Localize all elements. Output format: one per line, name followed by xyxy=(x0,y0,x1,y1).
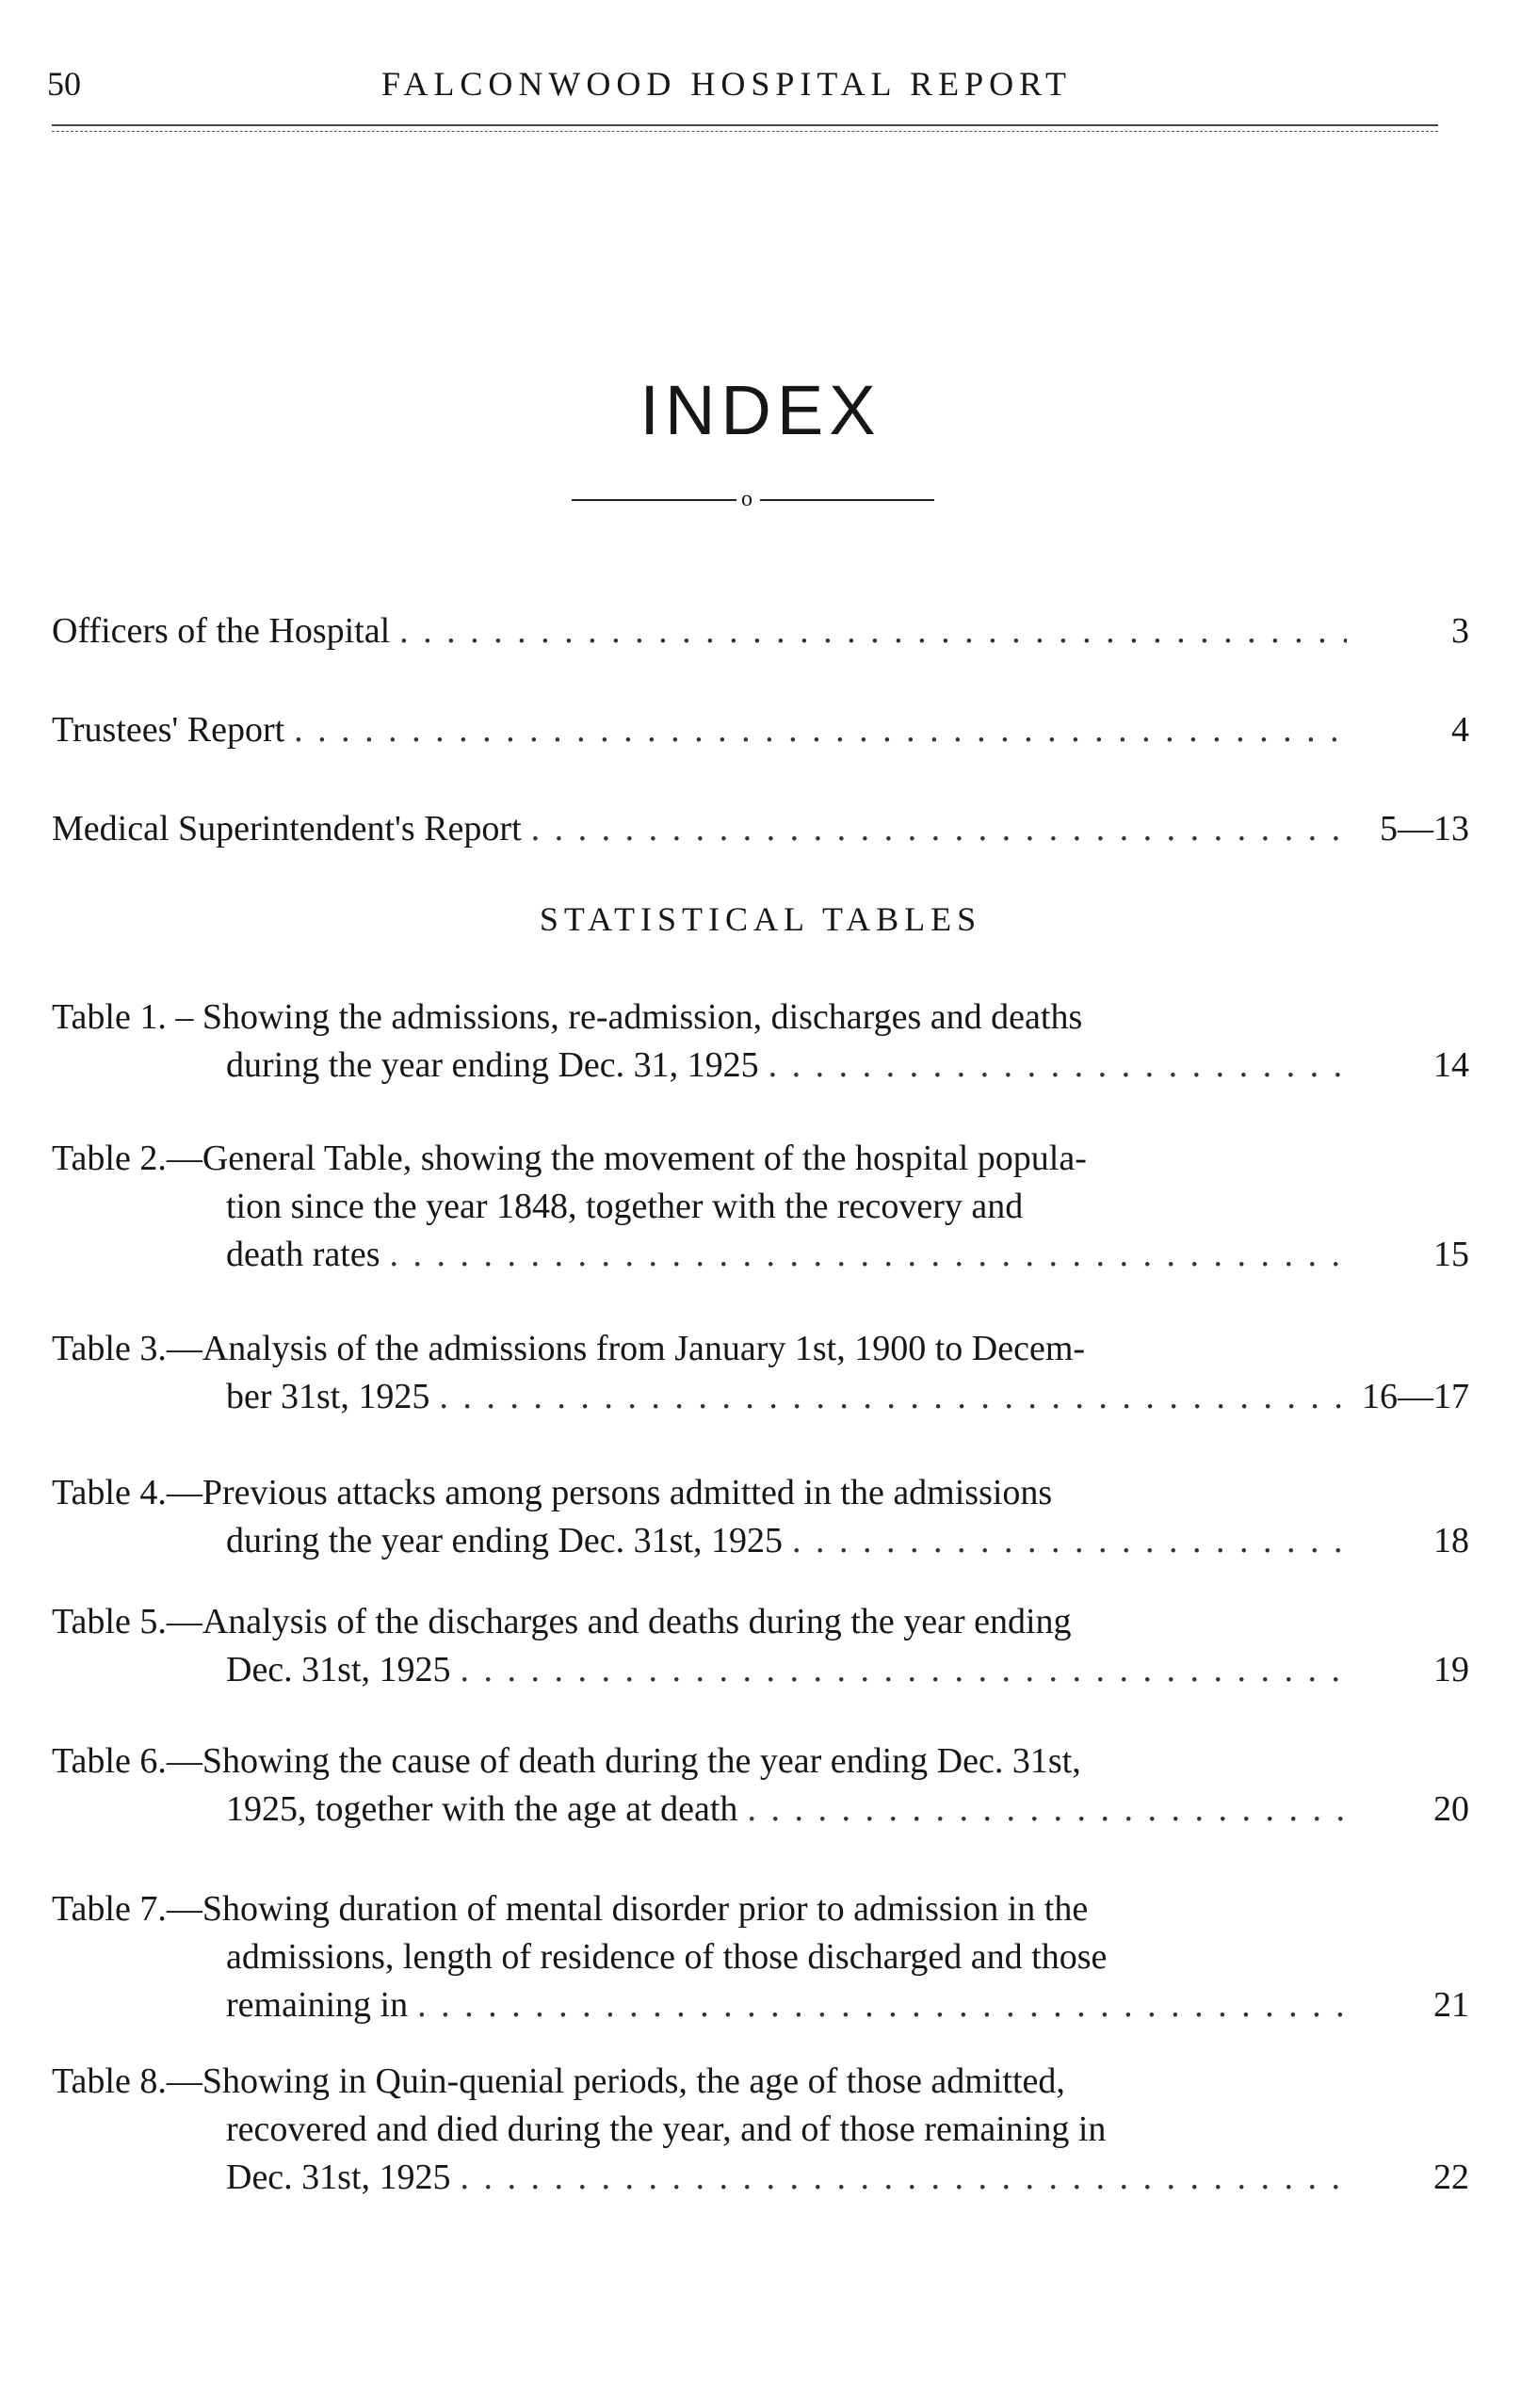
index-entry-table-7 xyxy=(52,1885,1469,2029)
entry-line: Table 2.—General Table, showing the movement of the hospital popula- xyxy=(52,1139,1087,1178)
dot-leader xyxy=(439,1373,1347,1421)
entry-page: 3 xyxy=(1451,611,1469,651)
entry-line: Table 6.—Showing the cause of death during the year ending Dec. 31st, xyxy=(52,1741,1081,1781)
header-rule xyxy=(52,124,1438,126)
index-entry-officers xyxy=(52,607,1469,655)
index-entry-medical-superintendent xyxy=(52,805,1469,852)
ornament-circle: o xyxy=(741,487,752,511)
entry-line: remaining in xyxy=(226,1985,409,2025)
running-title: FALCONWOOD HOSPITAL REPORT xyxy=(381,65,1072,103)
title-ornament xyxy=(572,485,934,513)
dot-leader xyxy=(792,1517,1347,1565)
entry-page: 18 xyxy=(1433,1521,1469,1560)
dot-leader xyxy=(461,2154,1347,2202)
entry-line: Table 5.—Analysis of the discharges and deaths during the year ending xyxy=(52,1602,1072,1641)
entry-line: admissions, length of residence of those discharged and those xyxy=(226,1937,1108,1977)
entry-line: Table 7.—Showing duration of mental disorder prior to admission in the xyxy=(52,1889,1089,1929)
entry-page: 4 xyxy=(1451,710,1469,750)
ornament-rule-left xyxy=(572,499,736,501)
entry-line: ber 31st, 1925 xyxy=(226,1377,430,1416)
entry-line: during the year ending Dec. 31st, 1925 xyxy=(226,1521,783,1560)
running-head xyxy=(0,64,1521,111)
entry-line: 1925, together with the age at death xyxy=(226,1789,738,1829)
page-number: 50 xyxy=(47,65,81,103)
index-entry-table-2 xyxy=(52,1135,1469,1279)
entry-line: death rates xyxy=(226,1235,380,1274)
entry-page: 22 xyxy=(1433,2158,1469,2197)
entry-line: tion since the year 1848, together with the recovery and xyxy=(226,1187,1024,1226)
entry-page: 21 xyxy=(1433,1985,1469,2025)
index-entry-table-3 xyxy=(52,1325,1469,1421)
dot-leader xyxy=(294,706,1347,753)
entry-label: Officers of the Hospital xyxy=(52,611,391,651)
index-entry-table-1 xyxy=(52,994,1469,1090)
entry-page: 20 xyxy=(1433,1789,1469,1829)
entry-line: Dec. 31st, 1925 xyxy=(226,2158,451,2197)
entry-page: 19 xyxy=(1433,1650,1469,1689)
header-rule-dashed xyxy=(52,131,1438,132)
entry-line: during the year ending Dec. 31, 1925 xyxy=(226,1045,759,1085)
entry-page: 14 xyxy=(1433,1045,1469,1085)
ornament-rule-right xyxy=(760,499,934,501)
entry-line: Table 1. – Showing the admissions, re-admission, discharges and deaths xyxy=(52,997,1083,1037)
dot-leader xyxy=(399,607,1347,655)
index-entry-trustees xyxy=(52,706,1469,753)
entry-page: 16—17 xyxy=(1362,1377,1469,1416)
entry-label: Trustees' Report xyxy=(52,710,285,750)
index-entry-table-8 xyxy=(52,2058,1469,2202)
dot-leader xyxy=(390,1231,1347,1279)
entry-line: recovered and died during the year, and of those remaining in xyxy=(226,2109,1107,2149)
index-entry-table-6 xyxy=(52,1737,1469,1834)
section-heading: STATISTICAL TABLES xyxy=(539,900,982,938)
entry-line: Table 4.—Previous attacks among persons admitted in the admissions xyxy=(52,1473,1053,1512)
dot-leader xyxy=(417,1981,1347,2029)
dot-leader xyxy=(769,1042,1347,1090)
index-title: INDEX xyxy=(639,371,882,449)
index-entry-table-5 xyxy=(52,1598,1469,1694)
entry-line: Table 3.—Analysis of the admissions from January 1st, 1900 to Decem- xyxy=(52,1329,1086,1368)
index-entry-table-4 xyxy=(52,1469,1469,1565)
entry-page: 5—13 xyxy=(1380,809,1469,848)
dot-leader xyxy=(461,1646,1347,1694)
entry-label: Medical Superintendent's Report xyxy=(52,809,522,848)
dot-leader xyxy=(747,1786,1347,1834)
entry-line: Dec. 31st, 1925 xyxy=(226,1650,451,1689)
entry-page: 15 xyxy=(1433,1235,1469,1274)
dot-leader xyxy=(531,805,1347,852)
entry-line: Table 8.—Showing in Quin-quenial periods, the age of those admitted, xyxy=(52,2061,1065,2101)
